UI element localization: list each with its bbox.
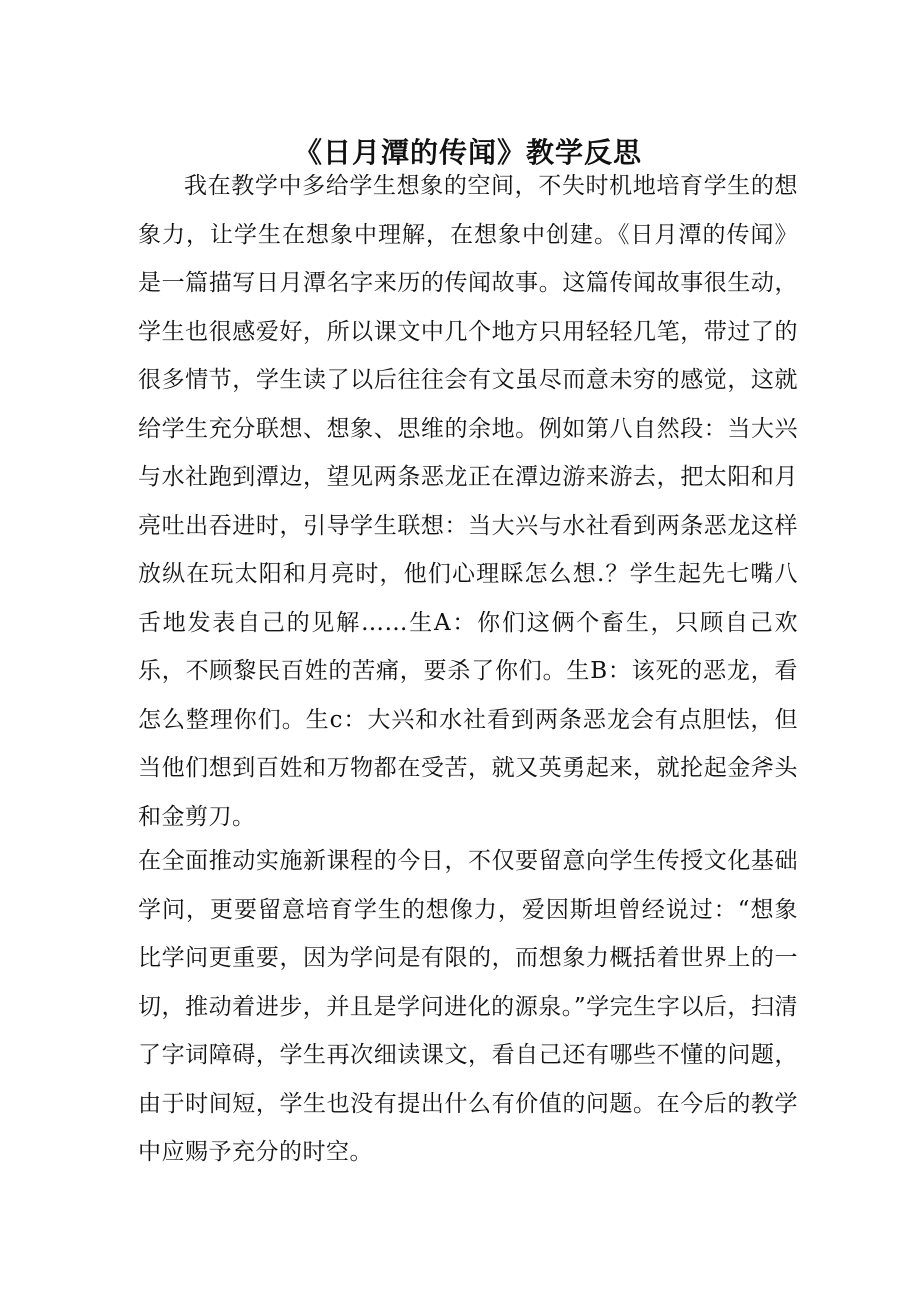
document-title: 《日月潭的传闻》教学反思 (293, 135, 642, 169)
paragraph-1: 我在教学中多给学生想象的空间，不失时机地培育学生的想象力，让学生在想象中理解，在想象中创建。《日月潭的传闻》是一篇描写日月潭名字来历的传闻故事。这篇传闻故事很生动，学生也很感爱好，所以课文中几个地方只用轻轻几笔，带过了的很多情节，学生读了以后往往会有文虽尽而意未穷的感觉，这就给学生充分联想、想象、思维的余地。例如第八自然段：当大兴与水社跑到潭边，望见两条恶龙正在潭边游来游去，把太阳和月亮吐出吞进时，引导学生联想：当大兴与水社看到两条恶龙这样放纵在玩太阳和月亮时，他们心理睬怎么想.？学生起先七嘴八舌地发表自己的见解……生A：你们这俩个畜生，只顾自己欢乐，不顾黎民百姓的苦痛，要杀了你们。生B：该死的恶龙，看怎么整理你们。生c：大兴和水社看到两条恶龙会有点胆怯，但当他们想到百姓和万物都在受苦，就又英勇起来，就抡起金斧头和金剪刀。 (138, 173, 798, 830)
paragraph-2: 在全面推动实施新课程的今日，不仅要留意向学生传授文化基础学问，更要留意培育学生的想像力，爱因斯坦曾经说过：“想象比学问更重要，因为学问是有限的，而想象力概括着世界上的一切，推动着进步，并且是学问进化的源泉。”学完生字以后，扫清了字词障碍，学生再次细读课文，看自己还有哪些不懂的问题，由于时间短，学生也没有提出什么有价值的问题。在今后的教学中应赐予充分的时空。 (138, 848, 798, 1165)
